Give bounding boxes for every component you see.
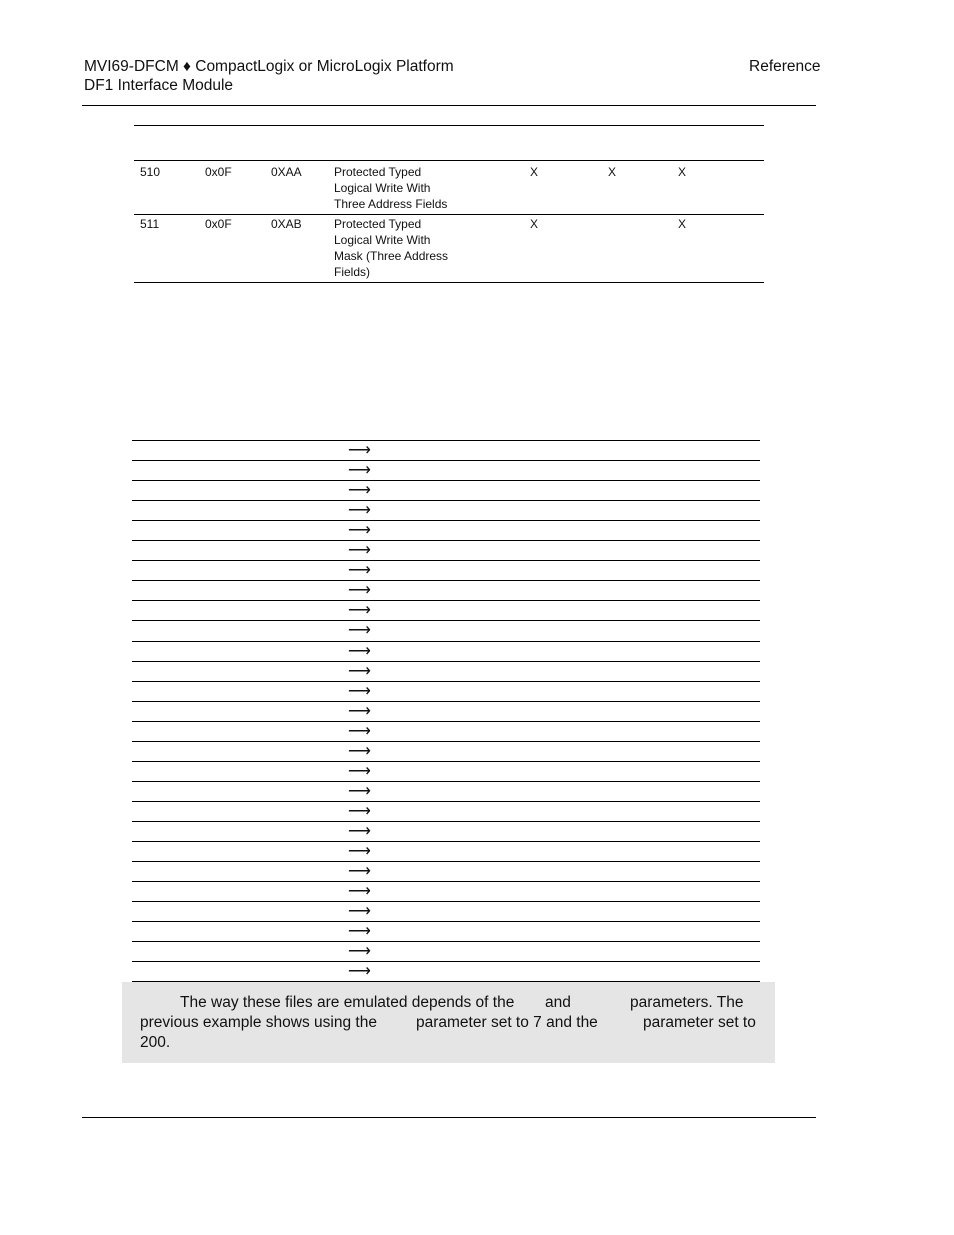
arrow-right-icon: ⟶ xyxy=(348,822,371,840)
table-row xyxy=(132,460,760,481)
function-number-cell: 510 xyxy=(140,165,161,179)
table-row xyxy=(132,600,760,621)
table-bottom-rule xyxy=(134,282,764,283)
table-row xyxy=(132,861,760,882)
note-text: parameters. The xyxy=(630,994,744,1011)
table-row xyxy=(132,761,760,782)
note-text: 200. xyxy=(140,1034,171,1051)
support-cell: X xyxy=(678,217,687,231)
table-header-rule xyxy=(134,160,764,161)
header-divider xyxy=(82,105,816,106)
table-row xyxy=(132,440,760,461)
table-row xyxy=(132,480,760,501)
arrow-right-icon: ⟶ xyxy=(348,502,371,520)
arrow-right-icon: ⟶ xyxy=(348,682,371,700)
arrow-right-icon: ⟶ xyxy=(348,762,371,780)
arrow-right-icon: ⟶ xyxy=(348,923,371,941)
arrow-right-icon: ⟶ xyxy=(348,562,371,580)
table-row xyxy=(132,580,760,601)
table-row xyxy=(132,901,760,922)
table-row xyxy=(132,881,760,902)
table-row xyxy=(132,961,760,982)
command-cell: 0x0F xyxy=(205,217,232,231)
table-row xyxy=(132,921,760,942)
function-code-cell: 0XAB xyxy=(271,217,302,231)
document-title-line2: DF1 Interface Module xyxy=(84,77,234,94)
note-text: parameter set to xyxy=(643,1014,756,1031)
section-label: Reference xyxy=(749,58,821,75)
arrow-right-icon: ⟶ xyxy=(348,622,371,640)
support-cell: X xyxy=(530,217,539,231)
support-cell: X xyxy=(678,165,687,179)
table-row xyxy=(132,661,760,682)
table-row xyxy=(132,620,760,641)
arrow-right-icon: ⟶ xyxy=(348,602,371,620)
definition-cell: Protected Typed Logical Write With Three Address Fields xyxy=(334,165,448,211)
arrow-right-icon: ⟶ xyxy=(348,722,371,740)
table-row xyxy=(132,560,760,581)
arrow-right-icon: ⟶ xyxy=(348,883,371,901)
arrow-right-icon: ⟶ xyxy=(348,542,371,560)
document-title xyxy=(84,57,454,95)
note-text: parameter set to 7 and the xyxy=(416,1014,598,1031)
arrow-right-icon: ⟶ xyxy=(348,863,371,881)
note-box xyxy=(122,982,775,1063)
arrow-right-icon: ⟶ xyxy=(348,802,371,820)
table-top-rule xyxy=(134,125,764,126)
arrow-right-icon: ⟶ xyxy=(348,943,371,961)
note-text: and xyxy=(545,994,571,1011)
table-row xyxy=(132,941,760,962)
arrow-right-icon: ⟶ xyxy=(348,702,371,720)
arrow-right-icon: ⟶ xyxy=(348,462,371,480)
note-text: previous example shows using the xyxy=(140,1014,377,1031)
document-title-line1: MVI69-DFCM ♦ CompactLogix or MicroLogix Platform xyxy=(84,58,454,75)
table-row xyxy=(132,500,760,521)
function-code-cell: 0XAA xyxy=(271,165,302,179)
table-row xyxy=(132,841,760,862)
arrow-right-icon: ⟶ xyxy=(348,442,371,459)
table-row xyxy=(132,641,760,662)
arrow-right-icon: ⟶ xyxy=(348,843,371,860)
definition-cell: Protected Typed Logical Write With Mask (Three Address Fields) xyxy=(334,217,449,279)
row-divider xyxy=(134,214,764,215)
arrow-right-icon: ⟶ xyxy=(348,522,371,540)
arrow-right-icon: ⟶ xyxy=(348,642,371,660)
footer-divider xyxy=(82,1117,816,1118)
arrow-right-icon: ⟶ xyxy=(348,482,371,500)
table-row xyxy=(132,741,760,762)
note-text: The way these files are emulated depends of the xyxy=(180,994,515,1011)
support-cell: X xyxy=(530,165,539,179)
arrow-right-icon: ⟶ xyxy=(348,582,371,600)
table-row xyxy=(132,540,760,561)
table-row xyxy=(132,520,760,541)
support-cell: X xyxy=(608,165,617,179)
arrow-right-icon: ⟶ xyxy=(348,662,371,680)
arrow-right-icon: ⟶ xyxy=(348,742,371,760)
command-cell: 0x0F xyxy=(205,165,232,179)
table-row xyxy=(132,801,760,822)
arrow-right-icon: ⟶ xyxy=(348,903,371,921)
function-number-cell: 511 xyxy=(140,217,160,231)
table-row xyxy=(132,721,760,742)
table-row xyxy=(132,701,760,722)
arrow-right-icon: ⟶ xyxy=(348,963,371,981)
table-row xyxy=(132,781,760,802)
table-row xyxy=(132,821,760,842)
arrow-right-icon: ⟶ xyxy=(348,782,371,800)
table-row xyxy=(132,681,760,702)
